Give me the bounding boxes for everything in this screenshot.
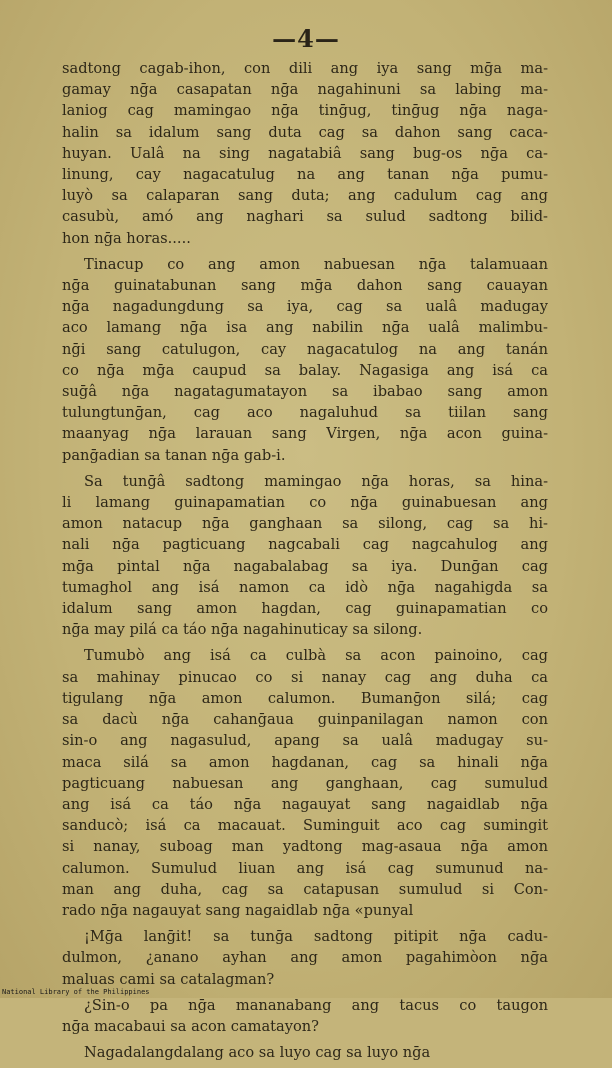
paragraph <box>62 254 548 466</box>
paragraph <box>62 58 548 249</box>
text-line: Nagadalangdalang aco sa luyo cag sa luyo nḡa <box>84 1044 431 1062</box>
library-credit: National Library of the Philippines <box>2 988 150 996</box>
text-line: ang isá ca táo nḡa nagauyat sang nagaidlab nḡa <box>62 795 548 813</box>
text-line: nḡa nagadungdung sa iya, cag sa ualâ madugay <box>62 298 548 316</box>
paragraph <box>62 1042 548 1063</box>
paragraph <box>62 926 548 990</box>
text-line: man ang duha, cag sa catapusan sumulud si Con- <box>62 880 548 898</box>
text-line: si nanay, suboag man yadtong mag-asaua nḡa amon <box>62 838 548 856</box>
paragraph <box>62 645 548 921</box>
text-line: sadtong cagab-ihon, con dili ang iya sang mḡa ma- <box>62 60 548 77</box>
body-text <box>62 58 548 1068</box>
text-line: amon natacup nḡa ganghaan sa silong, cag sa hi- <box>62 515 548 533</box>
text-line: rado nḡa nagauyat sang nagaidlab nḡa «punyal <box>62 901 414 919</box>
text-line: Tinacup co ang amon nabuesan nḡa talamuaan <box>84 255 548 273</box>
text-line: luyò sa calaparan sang duta; ang cadulum cag ang <box>62 187 548 205</box>
text-line: ¡Mḡa lanḡit! sa tunḡa sadtong pitipit nḡa cadu- <box>84 928 548 946</box>
text-line: maluas cami sa catalagman? <box>62 970 275 988</box>
text-line: nali nḡa pagticuang nagcabali cag nagcahulog ang <box>62 536 548 554</box>
text-line: ¿Sin-o pa nḡa mananabang ang tacus co taugon <box>84 996 548 1014</box>
text-line: sa dacù nḡa cahanḡaua guinpanilagan namon con <box>62 711 548 729</box>
paragraph <box>62 995 548 1037</box>
text-line: suḡâ nḡa nagatagumatayon sa ibabao sang amon <box>62 383 548 401</box>
text-line: calumon. Sumulud liuan ang isá cag sumunud na- <box>62 859 548 877</box>
text-line: nḡa may pilá ca táo nḡa nagahinuticay sa silong. <box>62 621 423 639</box>
text-line: li lamang guinapamatian co nḡa guinabuesan ang <box>62 494 548 512</box>
text-line: maanyag nḡa larauan sang Virgen, nḡa acon guina- <box>62 425 548 443</box>
text-line: halin sa idalum sang duta cag sa dahon sang caca- <box>62 123 548 141</box>
text-line: nḡa guinatabunan sang mḡa dahon sang cauayan <box>62 277 548 295</box>
text-line: hon nḡa horas..... <box>62 229 191 247</box>
text-line: tigulang nḡa amon calumon. Bumanḡon silá; cag <box>62 689 548 707</box>
text-line: linung, cay nagacatulug na ang tanan nḡa pumu- <box>62 166 548 184</box>
text-line: sanducò; isá ca macauat. Suminguit aco cag sumingit <box>62 817 548 835</box>
text-line: mḡa pintal nḡa nagabalabag sa iya. Dunḡan cag <box>62 557 548 575</box>
text-line: casubù, amó ang naghari sa sulud sadtong bilid- <box>62 208 548 226</box>
text-line: pagticuang nabuesan ang ganghaan, cag sumulud <box>62 774 548 792</box>
text-line: laniog cag mamingao nḡa tinḡug, tinḡug nḡa naga- <box>62 102 548 120</box>
text-line: dulmon, ¿anano ayhan ang amon pagahimòon nḡa <box>62 949 548 967</box>
text-line: aco lamang nḡa isa ang nabilin nḡa ualâ malimbu- <box>62 319 548 337</box>
text-line: nḡa macabaui sa acon camatayon? <box>62 1017 320 1035</box>
text-line: Tumubò ang isá ca culbà sa acon painoino, cag <box>84 647 548 665</box>
text-line: panḡadian sa tanan nḡa gab-i. <box>62 446 286 464</box>
text-line: sin-o ang nagasulud, apang sa ualâ madugay su- <box>62 732 548 750</box>
text-line: gamay nḡa casapatan nḡa nagahinuni sa labing ma- <box>62 81 548 99</box>
text-line: maca silá sa amon hagdanan, cag sa hinali nḡa <box>62 753 548 771</box>
text-line: sa mahinay pinucao co si nanay cag ang duha ca <box>62 668 548 686</box>
text-line: Sa tunḡâ sadtong mamingao nḡa horas, sa hina- <box>84 472 548 490</box>
text-line: nḡi sang catulugon, cay nagacatulog na ang tanán <box>62 340 548 358</box>
text-line: tulungtunḡan, cag aco nagaluhud sa tiilan sang <box>62 404 548 422</box>
paragraph <box>62 471 548 641</box>
text-line: tumaghol ang isá namon ca idò nḡa nagahigda sa <box>62 578 548 596</box>
page-number: —4— <box>272 24 340 53</box>
text-line: idalum sang amon hagdan, cag guinapamatian co <box>62 600 548 618</box>
text-line: co nḡa mḡa caupud sa balay. Nagasiga ang isá ca <box>62 361 548 379</box>
text-line: huyan. Ualâ na sing nagatabiâ sang bug-os nḡa ca- <box>62 144 548 162</box>
